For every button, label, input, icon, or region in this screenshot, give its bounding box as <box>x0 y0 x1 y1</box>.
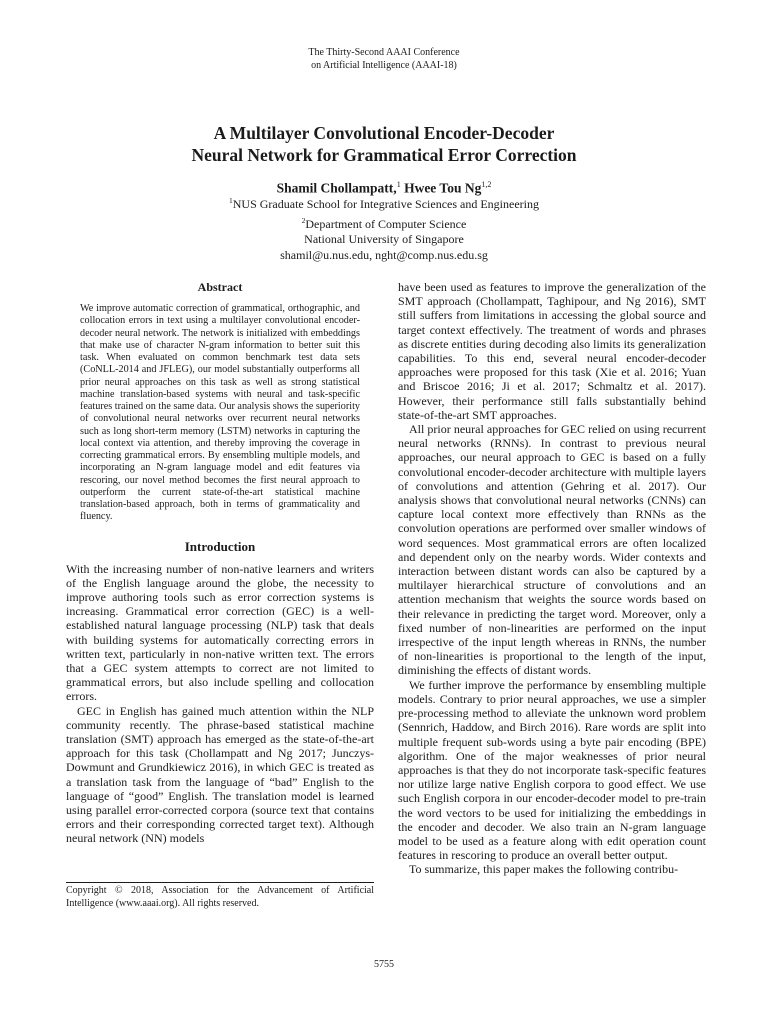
author-emails: shamil@u.nus.edu, nght@comp.nus.edu.sg <box>280 247 488 262</box>
right-column <box>398 280 706 877</box>
affiliation-2 <box>0 213 768 233</box>
copyright-footnote <box>66 882 374 910</box>
intro-paragraph-1: With the increasing number of non-native learners and writers of the English language around the globe, the necessity to improve authoring tools such as error correction systems is increasing. Grammatical error correction (GEC) is a well-established natural language processing (NLP) task that deals with building systems for automatically correcting errors in written text, particularly in non-native written text. The errors that a GEC system attempts to correct are not limited to grammatical errors, but also include spelling and collocation errors. <box>66 561 374 704</box>
affiliation-3: National University of Singapore <box>304 232 464 246</box>
title-line-2: Neural Network for Grammatical Error Correction <box>191 145 577 165</box>
affiliation-1 <box>0 193 768 213</box>
abstract-heading: Abstract <box>197 280 243 294</box>
right-paragraph-3: We further improve the performance by ensembling multiple models. Contrary to prior neural approaches, we use a simpler pre-processing method to alleviate the unknown word problem (Sennrich, Haddow, and Birch 2016). Rare words are split into multiple frequent sub-words using a byte pair encoding (BPE) algorithm. One of the major weaknesses of prior neural approaches is that they do not incorporate task-specific features nor utilize large native English corpora to good effect. We use such English corpora in our encoder-decoder model to pre-train the word vectors to be used for initializing the embeddings in the encoder and decoder. We also train an N-gram language model to be used as a feature along with edit operation count features in rescoring to produce an overall better output. <box>398 677 706 863</box>
conference-header <box>0 46 768 72</box>
abstract-text: We improve automatic correction of grammatical, orthographic, and collocation errors in text using a multilayer convolutional encoder-decoder neural network. The network is initialized with embeddings that make use of character N-gram information to better suit this task. When evaluated on common benchmark test data sets (CoNLL-2014 and JFLEG), our model substantially outperforms all prior neural approaches on this task as well as strong statistical machine translation-based systems with neural and task-specific features trained on the same data. Our analysis shows the superiority of convolutional neural networks over recurrent neural networks such as long short-term memory (LSTM) networks in capturing the local context via attention, and thereby improving the coverage in correcting grammatical errors. By ensembling multiple models, and incorporating an N-gram language model and edit features via rescoring, our novel method becomes the first neural approach to outperform the current state-of-the-art statistical machine translation-based approach, both in terms of grammaticality and fluency. <box>80 303 360 523</box>
right-paragraph-1: have been used as features to improve the generalization of the SMT approach (Chollampatt, Taghipour, and Ng 2016), SMT still suffers from limitations in accessing the global source and target context effectively. The treatment of words and phrases as discrete entities during decoding also limits its generalization capabilities. To this end, several neural encoder-decoder approaches were proposed for this task (Xie et al. 2016; Yuan and Briscoe 2016; Ji et al. 2017; Schmaltz et al. 2017). However, their performance still falls substantially behind state-of-the-art SMT approaches. <box>398 280 706 422</box>
left-column <box>66 280 374 846</box>
author-1: Shamil Chollampatt, <box>276 180 397 196</box>
affiliation-1-text: NUS Graduate School for Integrative Sciences and Engineering <box>232 197 539 211</box>
intro-paragraph-2: GEC in English has gained much attention within the NLP community recently. The phrase-based statistical machine translation (SMT) approach has emerged as the state-of-the-art approach for this task (Chollampatt and Ng 2017; Junczys-Dowmunt and Grundkiewicz 2016), in which GEC is treated as a translation task from the language of “bad” English to the language of “good” English. The translation model is learned using parallel error-corrected corpora (source text that contains errors and their corresponding corrected target text). Although neural network (NN) models <box>66 703 374 846</box>
footnote-rule <box>66 882 374 883</box>
author-1-affil-mark: 1 <box>396 180 401 189</box>
right-paragraph-2: All prior neural approaches for GEC relied on using recurrent neural networks (RNNs). In contrast to previous neural approaches, our neural approach to GEC is based on a fully convolutional encoder-decoder architecture with multiple layers of convolutions and attention (Gehring et al. 2017). Our analysis shows that convolutional neural networks (CNNs) can capture local context more effectively than RNNs as the convolution operations are performed over smaller windows of word sequences. Most grammatical errors are often localized and dependent only on the nearby words. Wider contexts and interaction between distant words can also be captured by a multilayer hierarchical structure of convolutions and an attention mechanism that weights the source words based on their relevance in predicting the target word. Moreover, only a fixed number of non-linearities are performed on the input irrespective of the input length whereas in RNNs, the number of non-linearities is proportional to the length of the input, diminishing the effects of distant words. <box>398 422 706 678</box>
affiliation-1-mark: 1 <box>229 196 233 205</box>
affiliation-2-text: Department of Computer Science <box>305 216 467 231</box>
introduction-heading: Introduction <box>184 538 256 554</box>
right-paragraph-4: To summarize, this paper makes the following contribu- <box>409 862 679 877</box>
paper-title <box>0 122 768 166</box>
author-2-affil-mark: 1,2 <box>481 180 492 189</box>
affiliations <box>0 193 768 263</box>
conference-line-1: The Thirty-Second AAAI Conference <box>308 47 460 58</box>
copyright-text: Copyright © 2018, Association for the Advancement of Artificial Intelligence (www.aaai.org). All rights reserved. <box>66 885 374 909</box>
page-number: 5755 <box>374 959 394 970</box>
title-line-1: A Multilayer Convolutional Encoder-Decoder <box>213 123 555 143</box>
affiliation-2-mark: 2 <box>301 215 306 225</box>
conference-line-2: on Artificial Intelligence (AAAI-18) <box>311 60 457 71</box>
author-2: Hwee Tou Ng <box>404 180 482 196</box>
